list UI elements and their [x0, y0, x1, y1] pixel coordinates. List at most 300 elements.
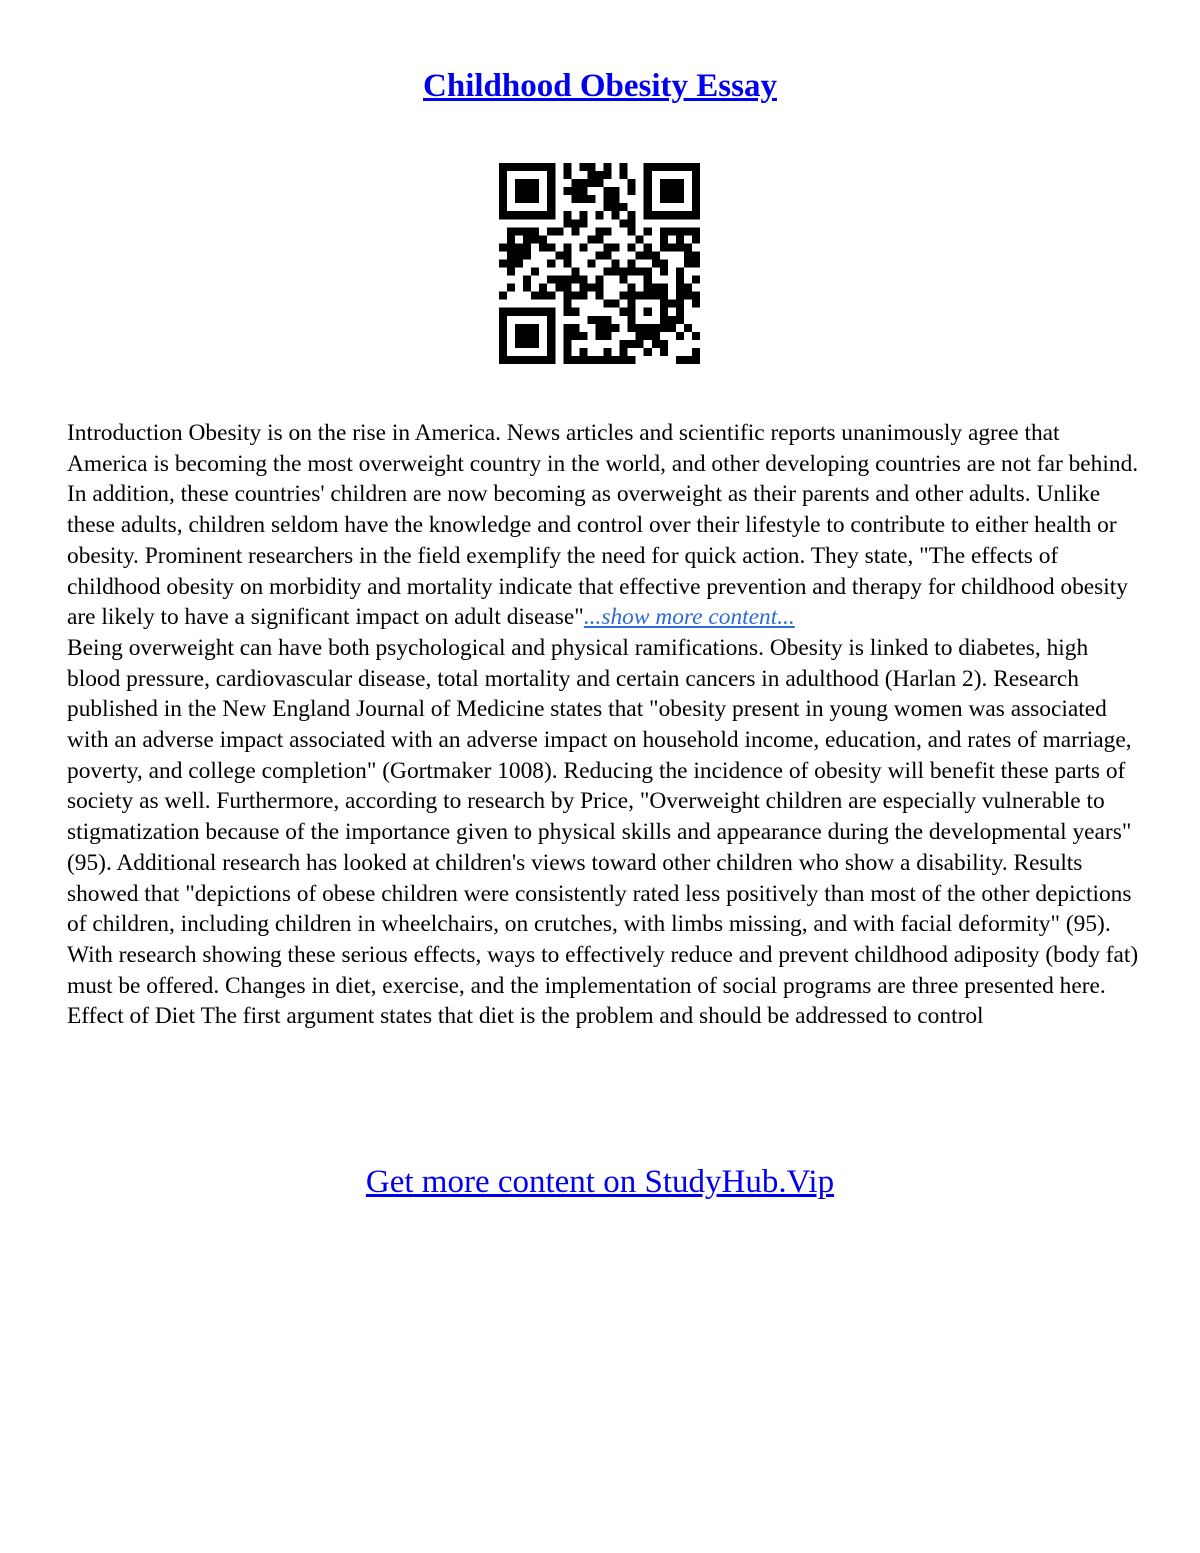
qr-module	[628, 211, 636, 219]
paragraph-introduction-text: Introduction Obesity is on the rise in America. News articles and scientific reports unanimously agree that America is becoming the most overweight country in the world, and other developing countries are not far behind. In addition, these countries' children are now becoming as overweight as their parents and other adults. Unlike these adults, children seldom have the knowledge and control over their lifestyle to contribute to either health or obesity. Prominent researchers in the field exemplify the need for quick action. They state, "The effects of childhood obesity on morbidity and mortality indicate that effective prevention and therapy for childhood obesity are likely to have a significant impact on adult disease"	[67, 420, 1139, 631]
qr-module	[547, 227, 555, 235]
qr-module	[499, 356, 507, 364]
qr-module	[644, 284, 652, 292]
qr-module	[587, 163, 595, 171]
qr-module	[644, 203, 652, 211]
qr-module	[595, 171, 603, 179]
qr-module	[644, 187, 652, 195]
qr-module	[636, 251, 644, 259]
qr-module	[579, 276, 587, 284]
qr-module	[684, 324, 692, 332]
qr-module	[604, 251, 612, 259]
qr-module	[644, 227, 652, 235]
qr-module	[692, 259, 700, 267]
qr-module	[579, 179, 587, 187]
qr-module	[579, 163, 587, 171]
qr-module	[660, 324, 668, 332]
qr-module	[547, 203, 555, 211]
qr-module	[692, 163, 700, 171]
essay-body	[67, 418, 1142, 1032]
qr-module	[660, 179, 668, 187]
qr-module	[515, 179, 523, 187]
qr-module	[652, 324, 660, 332]
qr-module	[604, 356, 612, 364]
qr-module	[612, 268, 620, 276]
qr-module	[555, 276, 563, 284]
qr-module	[547, 348, 555, 356]
qr-module	[676, 179, 684, 187]
qr-module	[628, 340, 636, 348]
qr-module	[620, 219, 628, 227]
qr-module	[604, 332, 612, 340]
qr-module	[499, 324, 507, 332]
qr-module	[563, 219, 571, 227]
qr-module	[684, 284, 692, 292]
qr-module	[604, 163, 612, 171]
qr-module	[676, 284, 684, 292]
qr-module	[579, 356, 587, 364]
qr-module	[692, 300, 700, 308]
qr-module	[692, 332, 700, 340]
qr-module	[620, 171, 628, 179]
qr-module	[587, 235, 595, 243]
qr-module	[620, 356, 628, 364]
qr-module	[547, 163, 555, 171]
paragraph-body: Being overweight can have both psychological and physical ramifications. Obesity is linked to diabetes, high blood pressure, cardiovascular disease, total mortality and certain cancers in adulthood (Harlan 2). Research published in the New England Journal of Medicine states that "obesity present in young women was associated with an adverse impact associated with an adverse impact on household income, education, and rates of marriage, poverty, and college completion" (Gortmaker 1008). Reducing the incidence of obesity will benefit these parts of society as well. Furthermore, according to research by Price, "Overweight children are especially vulnerable to stigmatization because of the importance given to physical skills and appearance during the developmental years" (95). Additional research has looked at children's views toward other children who show a disability. Results showed that "depictions of obese children were consistently rated less positively than most of the other depictions of children, including children in wheelchairs, on crutches, with limbs missing, and with facial deformity" (95). With research showing these serious effects, ways to effectively reduce and prevent childhood adiposity (body fat) must be offered. Changes in diet, exercise, and the implementation of social programs are three presented here. Effect of Diet The first argument states that diet is the problem and should be addressed to control	[67, 634, 1139, 1030]
qr-module	[595, 356, 603, 364]
qr-module	[668, 243, 676, 251]
qr-module	[571, 227, 579, 235]
qr-module	[579, 332, 587, 340]
qr-module	[628, 308, 636, 316]
qr-module	[499, 195, 507, 203]
qr-module	[628, 316, 636, 324]
qr-module	[539, 235, 547, 243]
qr-module	[587, 179, 595, 187]
qr-module	[636, 292, 644, 300]
qr-module	[652, 163, 660, 171]
qr-module	[571, 324, 579, 332]
qr-module	[523, 195, 531, 203]
qr-module	[531, 179, 539, 187]
qr-module	[676, 300, 684, 308]
qr-module	[676, 292, 684, 300]
qr-module	[523, 179, 531, 187]
qr-module	[507, 163, 515, 171]
qr-module	[563, 332, 571, 340]
qr-module	[668, 300, 676, 308]
qr-module	[604, 268, 612, 276]
qr-module	[684, 356, 692, 364]
show-more-link[interactable]: ...show more content...	[583, 604, 795, 631]
qr-module	[620, 308, 628, 316]
qr-module	[563, 163, 571, 171]
qr-module	[587, 259, 595, 267]
qr-module	[604, 348, 612, 356]
qr-module	[604, 187, 612, 195]
get-more-content-link[interactable]: Get more content on StudyHub.Vip	[365, 1164, 835, 1200]
qr-module	[692, 203, 700, 211]
qr-module	[547, 356, 555, 364]
qr-module	[531, 227, 539, 235]
qr-module	[644, 243, 652, 251]
qr-module	[539, 163, 547, 171]
qr-module	[563, 340, 571, 348]
qr-module	[668, 187, 676, 195]
qr-module	[612, 203, 620, 211]
qr-module	[499, 187, 507, 195]
qr-module	[628, 243, 636, 251]
qr-module	[499, 316, 507, 324]
qr-module	[595, 316, 603, 324]
qr-module	[499, 203, 507, 211]
qr-module	[644, 211, 652, 219]
qr-module	[620, 292, 628, 300]
qr-module	[668, 316, 676, 324]
qr-module	[571, 332, 579, 340]
qr-module	[515, 195, 523, 203]
qr-module	[523, 187, 531, 195]
qr-module	[604, 195, 612, 203]
qr-module	[579, 284, 587, 292]
qr-module	[636, 324, 644, 332]
qr-module	[523, 284, 531, 292]
qr-module	[515, 324, 523, 332]
qr-module	[499, 243, 507, 251]
qr-module	[523, 308, 531, 316]
qr-module	[595, 235, 603, 243]
qr-module	[628, 227, 636, 235]
qr-code-icon	[499, 163, 700, 364]
qr-module	[636, 340, 644, 348]
qr-module	[660, 227, 668, 235]
qr-module	[652, 259, 660, 267]
qr-module	[499, 211, 507, 219]
qr-module	[547, 243, 555, 251]
qr-module	[547, 179, 555, 187]
qr-module	[676, 163, 684, 171]
qr-module	[563, 300, 571, 308]
qr-module	[660, 259, 668, 267]
qr-module	[563, 259, 571, 267]
qr-module	[507, 235, 515, 243]
qr-module	[515, 211, 523, 219]
qr-module	[676, 187, 684, 195]
qr-module	[612, 195, 620, 203]
qr-module	[684, 227, 692, 235]
qr-module	[531, 163, 539, 171]
qr-module	[531, 235, 539, 243]
qr-module	[507, 251, 515, 259]
qr-module	[507, 211, 515, 219]
qr-module	[644, 348, 652, 356]
qr-module	[652, 284, 660, 292]
qr-module	[692, 211, 700, 219]
qr-module	[539, 243, 547, 251]
qr-module	[499, 179, 507, 187]
qr-module	[523, 324, 531, 332]
qr-module	[644, 268, 652, 276]
qr-module	[676, 308, 684, 316]
qr-module	[595, 227, 603, 235]
qr-module	[571, 195, 579, 203]
qr-module	[539, 292, 547, 300]
qr-module	[676, 276, 684, 284]
qr-module	[531, 356, 539, 364]
qr-module	[620, 163, 628, 171]
qr-module	[604, 203, 612, 211]
qr-module	[668, 211, 676, 219]
qr-module	[604, 316, 612, 324]
qr-module	[563, 171, 571, 179]
qr-module	[587, 316, 595, 324]
qr-module	[636, 235, 644, 243]
qr-module	[660, 300, 668, 308]
qr-module	[563, 211, 571, 219]
paragraph-introduction	[67, 418, 1142, 633]
qr-module	[579, 211, 587, 219]
qr-module	[595, 292, 603, 300]
qr-module	[620, 276, 628, 284]
qr-module	[571, 276, 579, 284]
qr-module	[523, 243, 531, 251]
qr-module	[628, 300, 636, 308]
qr-module	[499, 340, 507, 348]
qr-module	[628, 179, 636, 187]
qr-module	[499, 163, 507, 171]
qr-module	[571, 268, 579, 276]
qr-module	[668, 163, 676, 171]
qr-module	[604, 243, 612, 251]
qr-module	[595, 251, 603, 259]
qr-module	[579, 292, 587, 300]
qr-module	[539, 211, 547, 219]
qr-module	[628, 284, 636, 292]
qr-module	[644, 332, 652, 340]
qr-module	[660, 235, 668, 243]
qr-module	[692, 251, 700, 259]
qr-module	[660, 308, 668, 316]
qr-module	[515, 187, 523, 195]
qr-module	[579, 348, 587, 356]
qr-module	[604, 300, 612, 308]
qr-module	[684, 259, 692, 267]
qr-module	[499, 348, 507, 356]
qr-module	[692, 195, 700, 203]
page-title	[0, 64, 1200, 108]
qr-module	[652, 211, 660, 219]
qr-module	[523, 235, 531, 243]
qr-module	[604, 324, 612, 332]
qr-module	[660, 340, 668, 348]
qr-module	[523, 356, 531, 364]
qr-module	[523, 211, 531, 219]
qr-module	[531, 308, 539, 316]
qr-module	[620, 203, 628, 211]
qr-module	[531, 332, 539, 340]
qr-module	[571, 219, 579, 227]
qr-module	[531, 268, 539, 276]
qr-module	[555, 251, 563, 259]
qr-module	[692, 227, 700, 235]
qr-module	[684, 163, 692, 171]
qr-module	[515, 259, 523, 267]
qr-module	[507, 259, 515, 267]
qr-module	[612, 324, 620, 332]
qr-module	[515, 243, 523, 251]
qr-module	[523, 251, 531, 259]
qr-module	[547, 292, 555, 300]
qr-module	[684, 211, 692, 219]
qr-module	[587, 171, 595, 179]
qr-module	[507, 268, 515, 276]
qr-module	[563, 324, 571, 332]
qr-module	[595, 324, 603, 332]
qr-module	[692, 276, 700, 284]
qr-module	[612, 243, 620, 251]
qr-module	[628, 219, 636, 227]
qr-module	[595, 284, 603, 292]
qr-module	[507, 308, 515, 316]
qr-module	[579, 187, 587, 195]
qr-module	[563, 356, 571, 364]
qr-module	[547, 324, 555, 332]
qr-module	[547, 211, 555, 219]
qr-module	[684, 251, 692, 259]
qr-module	[660, 243, 668, 251]
qr-module	[531, 292, 539, 300]
qr-module	[676, 227, 684, 235]
qr-module	[515, 251, 523, 259]
qr-module	[660, 316, 668, 324]
qr-module	[523, 340, 531, 348]
qr-module	[676, 332, 684, 340]
qr-module	[612, 259, 620, 267]
qr-module	[660, 195, 668, 203]
qr-module	[547, 195, 555, 203]
qr-module	[628, 324, 636, 332]
qr-module	[628, 259, 636, 267]
qr-module	[515, 332, 523, 340]
qr-module	[547, 340, 555, 348]
footer	[0, 1160, 1200, 1204]
qr-module	[547, 187, 555, 195]
qr-module	[563, 292, 571, 300]
qr-module	[499, 332, 507, 340]
qr-module	[692, 356, 700, 364]
qr-module	[579, 243, 587, 251]
qr-module	[612, 187, 620, 195]
qr-module	[507, 227, 515, 235]
qr-module	[652, 251, 660, 259]
qr-module	[587, 356, 595, 364]
qr-module	[531, 195, 539, 203]
qr-module	[612, 356, 620, 364]
qr-module	[620, 348, 628, 356]
qr-module	[515, 356, 523, 364]
qr-module	[644, 251, 652, 259]
qr-module	[547, 332, 555, 340]
qr-module	[547, 259, 555, 267]
qr-module	[628, 292, 636, 300]
qr-module	[531, 211, 539, 219]
qr-module	[660, 292, 668, 300]
qr-module	[652, 292, 660, 300]
qr-module	[571, 187, 579, 195]
qr-module	[636, 268, 644, 276]
qr-module	[595, 276, 603, 284]
qr-module	[660, 348, 668, 356]
qr-module	[595, 211, 603, 219]
qr-module	[628, 356, 636, 364]
qr-module	[644, 324, 652, 332]
qr-module	[547, 308, 555, 316]
qr-module	[684, 292, 692, 300]
qr-module	[692, 171, 700, 179]
qr-module	[523, 163, 531, 171]
qr-module	[579, 195, 587, 203]
qr-module	[660, 163, 668, 171]
qr-module	[507, 284, 515, 292]
qr-module	[660, 211, 668, 219]
qr-module	[523, 276, 531, 284]
qr-module	[692, 179, 700, 187]
qr-module	[571, 292, 579, 300]
qr-module	[595, 179, 603, 187]
qr-module	[660, 187, 668, 195]
qr-module	[692, 235, 700, 243]
qr-module	[539, 308, 547, 316]
qr-module	[660, 268, 668, 276]
qr-module	[531, 324, 539, 332]
qr-module	[563, 243, 571, 251]
qr-module	[652, 332, 660, 340]
qr-module	[668, 179, 676, 187]
qr-module	[499, 171, 507, 179]
qr-module	[515, 308, 523, 316]
qr-module	[563, 284, 571, 292]
qr-module	[499, 259, 507, 267]
qr-module	[547, 171, 555, 179]
qr-module	[644, 171, 652, 179]
qr-module	[523, 227, 531, 235]
qr-module	[676, 316, 684, 324]
qr-module	[563, 276, 571, 284]
qr-module	[507, 356, 515, 364]
qr-module	[668, 324, 676, 332]
qr-module	[595, 332, 603, 340]
qr-module	[620, 268, 628, 276]
qr-module	[507, 243, 515, 251]
qr-module	[676, 235, 684, 243]
qr-module	[644, 292, 652, 300]
qr-module	[563, 348, 571, 356]
qr-module	[692, 292, 700, 300]
qr-module	[604, 227, 612, 235]
qr-module	[531, 340, 539, 348]
qr-module	[676, 195, 684, 203]
qr-module	[652, 340, 660, 348]
qr-module	[636, 332, 644, 340]
qr-module	[644, 179, 652, 187]
qr-module	[676, 211, 684, 219]
qr-module	[668, 227, 676, 235]
qr-module	[539, 356, 547, 364]
qr-module	[620, 340, 628, 348]
qr-module	[644, 195, 652, 203]
qr-module	[531, 187, 539, 195]
title-link[interactable]: Childhood Obesity Essay	[423, 68, 777, 104]
